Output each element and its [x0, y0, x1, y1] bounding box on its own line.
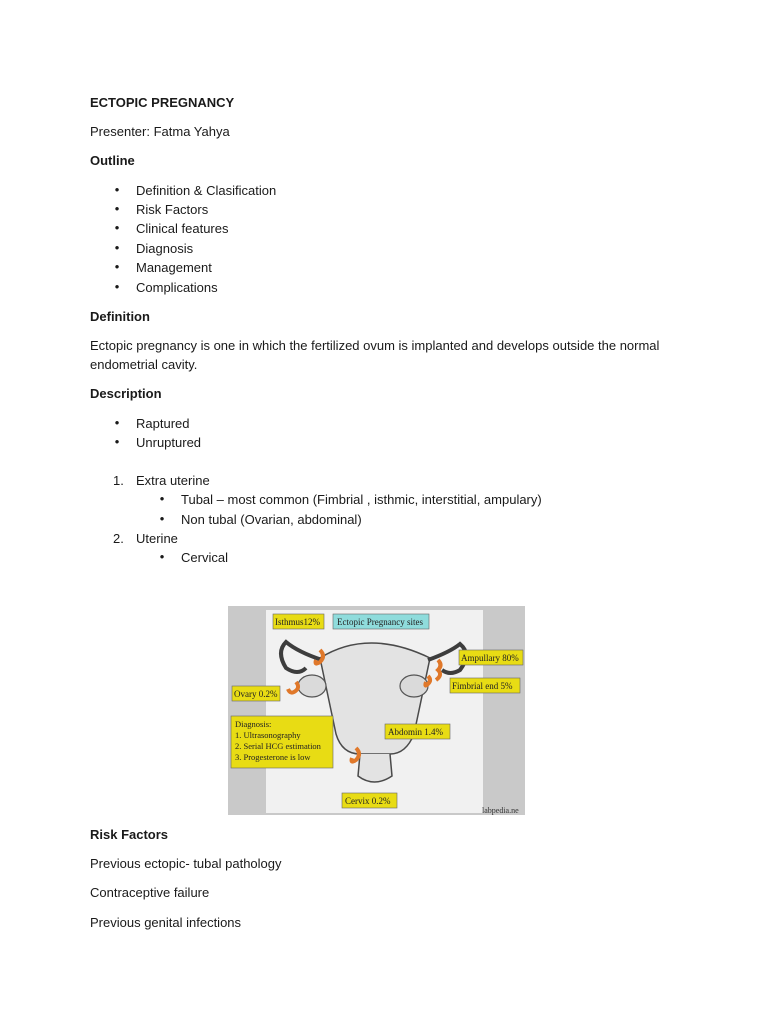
sub-bullet: Tubal – most common (Fimbrial , isthmic, interstitial, ampulary) — [181, 492, 542, 507]
label-fimbrial: Fimbrial end 5% — [452, 681, 513, 691]
label-ovary: Ovary 0.2% — [234, 689, 278, 699]
bullet-icon: • — [159, 549, 165, 564]
outline-heading: Outline — [90, 153, 135, 168]
left-ovary — [298, 675, 326, 697]
outline-item: Management — [136, 260, 212, 275]
numbered-item-label: Extra uterine — [136, 473, 210, 488]
ectopic-sites-figure — [228, 606, 525, 815]
sub-bullet: Non tubal (Ovarian, abdominal) — [181, 512, 362, 527]
bullet-icon: • — [114, 220, 120, 235]
diagnosis-line: 1. Ultrasonography — [235, 730, 301, 740]
list-number: 1. — [113, 473, 124, 488]
bullet-icon: • — [114, 201, 120, 216]
list-number: 2. — [113, 531, 124, 546]
figure-watermark: labpedia.ne — [482, 806, 519, 815]
description-bullet: Unruptured — [136, 435, 202, 450]
label-ampullary: Ampullary 80% — [461, 653, 519, 663]
outline-item: Definition & Clasification — [136, 183, 277, 198]
risk-factors-heading: Risk Factors — [90, 827, 169, 842]
diagnosis-line: Diagnosis: — [235, 719, 272, 729]
outline-item: Clinical features — [136, 221, 229, 236]
outline-item: Diagnosis — [136, 241, 194, 256]
risk-factor-item: Previous ectopic- tubal pathology — [90, 856, 282, 871]
numbered-item-label: Uterine — [136, 531, 178, 546]
definition-text-line: Ectopic pregnancy is one in which the fertilized ovum is implanted and develops outside the normal — [90, 338, 660, 353]
bullet-icon: • — [114, 259, 120, 274]
definition-heading: Definition — [90, 309, 150, 324]
label-abdomin: Abdomin 1.4% — [388, 727, 443, 737]
risk-factor-item: Previous genital infections — [90, 915, 242, 930]
cervix-shape — [358, 754, 392, 782]
bullet-icon: • — [114, 434, 120, 449]
risk-factor-item: Contraceptive failure — [90, 885, 210, 900]
bullet-icon: • — [159, 491, 165, 506]
sub-bullet: Cervical — [181, 550, 228, 565]
label-isthmus: Isthmus12% — [275, 617, 320, 627]
bullet-icon: • — [114, 182, 120, 197]
description-bullet: Raptured — [136, 416, 190, 431]
presenter-line: Presenter: Fatma Yahya — [90, 124, 230, 139]
diagnosis-line: 3. Progesterone is low — [235, 752, 311, 762]
document-title: ECTOPIC PREGNANCY — [90, 95, 235, 110]
diagnosis-line: 2. Serial HCG estimation — [235, 741, 321, 751]
outline-item: Complications — [136, 280, 218, 295]
bullet-icon: • — [114, 279, 120, 294]
bullet-icon: • — [159, 511, 165, 526]
description-heading: Description — [90, 386, 162, 401]
definition-text-line: endometrial cavity. — [90, 357, 198, 372]
figure-title: Ectopic Pregnancy sites — [337, 617, 423, 627]
bullet-icon: • — [114, 240, 120, 255]
bullet-icon: • — [114, 415, 120, 430]
outline-item: Risk Factors — [136, 202, 209, 217]
label-cervix: Cervix 0.2% — [345, 796, 391, 806]
